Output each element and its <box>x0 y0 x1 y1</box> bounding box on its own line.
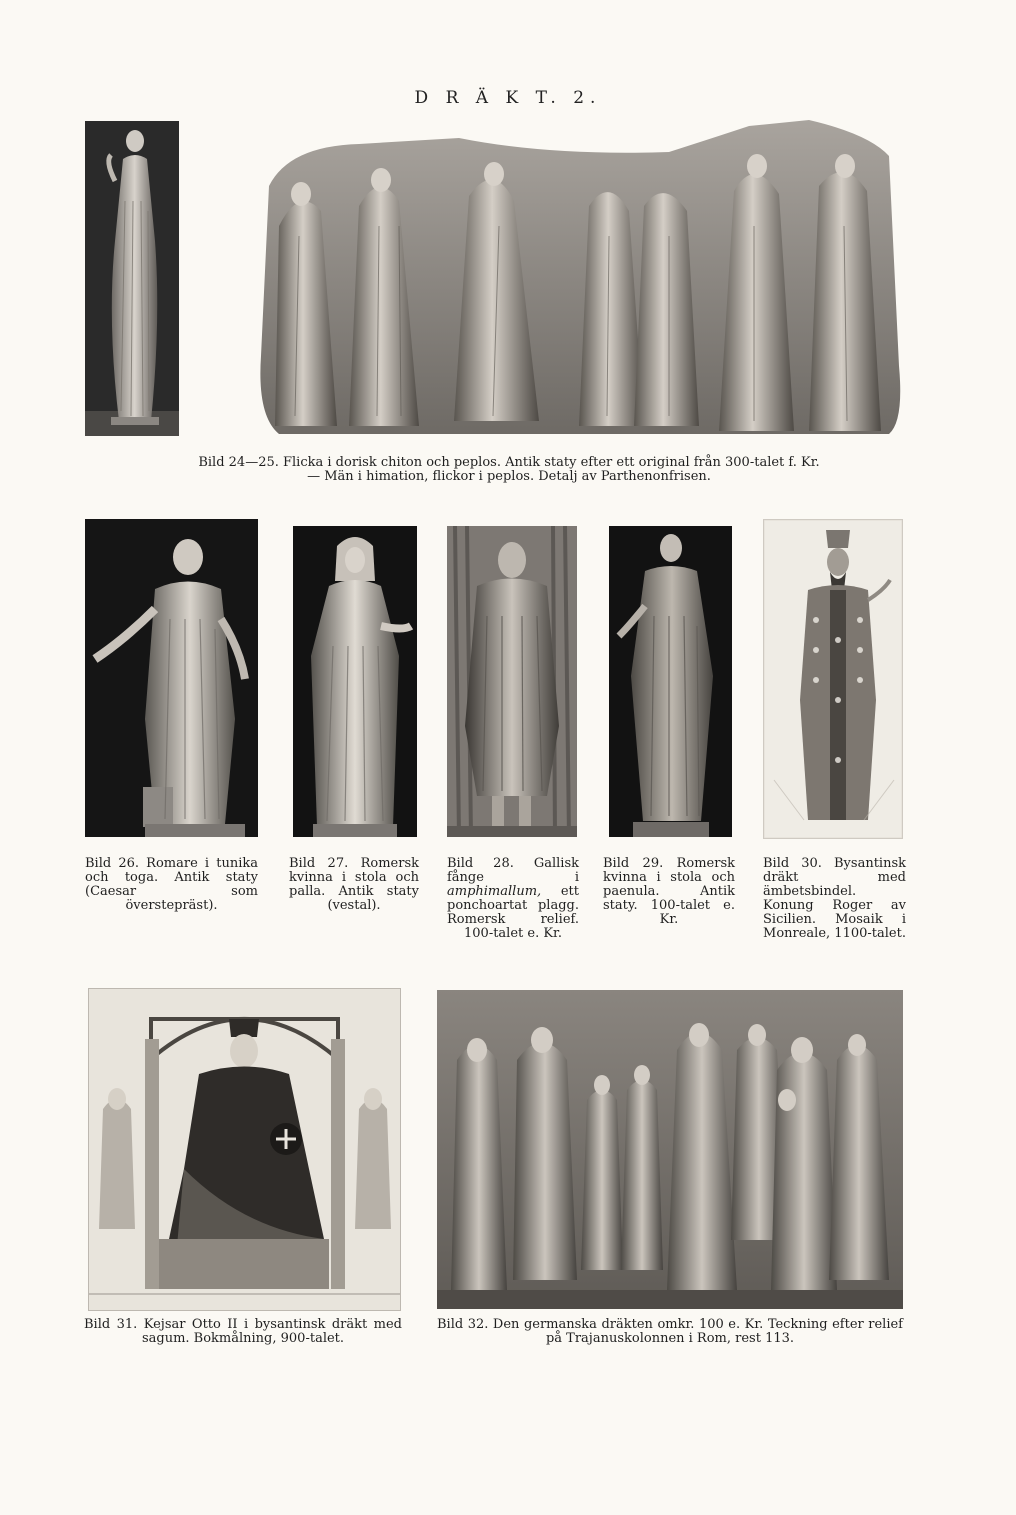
photo-bild-27-vestal <box>293 526 417 837</box>
photo-bild-29-roman-woman-paenula <box>609 526 732 837</box>
photo-bild-25-parthenon-frieze <box>249 116 911 446</box>
caption-bild-30: Bild 30. Bysantinsk dräkt med ämbetsbindel. Konung Roger av Sicilien. Mosaik i Monreale, 1100-talet. <box>763 856 906 941</box>
caption-bild-26: Bild 26. Romare i tunika och toga. Antik staty (Caesar som överstepräst). <box>85 856 258 913</box>
caption-bild-24-25-line2: — Män i himation, flickor i peplos. Detalj av Parthenonfrisen. <box>307 469 711 484</box>
caption-bild-27: Bild 27. Romersk kvinna i stola och palla. Antik staty (vestal). <box>289 856 419 913</box>
photo-bild-31-emperor-otto-ii <box>88 988 401 1311</box>
caption-bild-28-suffix: ett ponchoartat plagg. Romersk relief. 100-talet e. Kr. <box>447 884 579 941</box>
photo-bild-26-roman-toga <box>85 519 258 837</box>
photo-bild-32-trajan-column-relief <box>437 990 903 1309</box>
photo-bild-30-byzantine-mosaic <box>763 519 903 839</box>
page-title: D R Ä K T. 2. <box>414 88 602 108</box>
photo-bild-28-gallic-captive-relief <box>447 526 577 837</box>
caption-bild-29: Bild 29. Romersk kvinna i stola och paenula. Antik staty. 100-talet e. Kr. <box>603 856 735 927</box>
caption-bild-32: Bild 32. Den germanska dräkten omkr. 100 e. Kr. Teckning efter relief på Trajanuskolonnen i Rom, rest 113. <box>437 1317 903 1346</box>
caption-bild-24-25-line1: Bild 24—25. Flicka i dorisk chiton och peplos. Antik staty efter ett original från 300-talet f. Kr. <box>198 455 820 470</box>
caption-bild-28-prefix: Bild 28. Gallisk fånge i <box>447 856 579 885</box>
photo-bild-24-statue <box>85 121 179 436</box>
caption-bild-24-25 <box>94 456 924 484</box>
caption-bild-28 <box>447 857 579 941</box>
caption-bild-28-italic-term: amphimallum, <box>447 884 542 899</box>
caption-bild-31: Bild 31. Kejsar Otto II i bysantinsk dräkt med sagum. Bokmålning, 900-talet. <box>84 1317 402 1346</box>
